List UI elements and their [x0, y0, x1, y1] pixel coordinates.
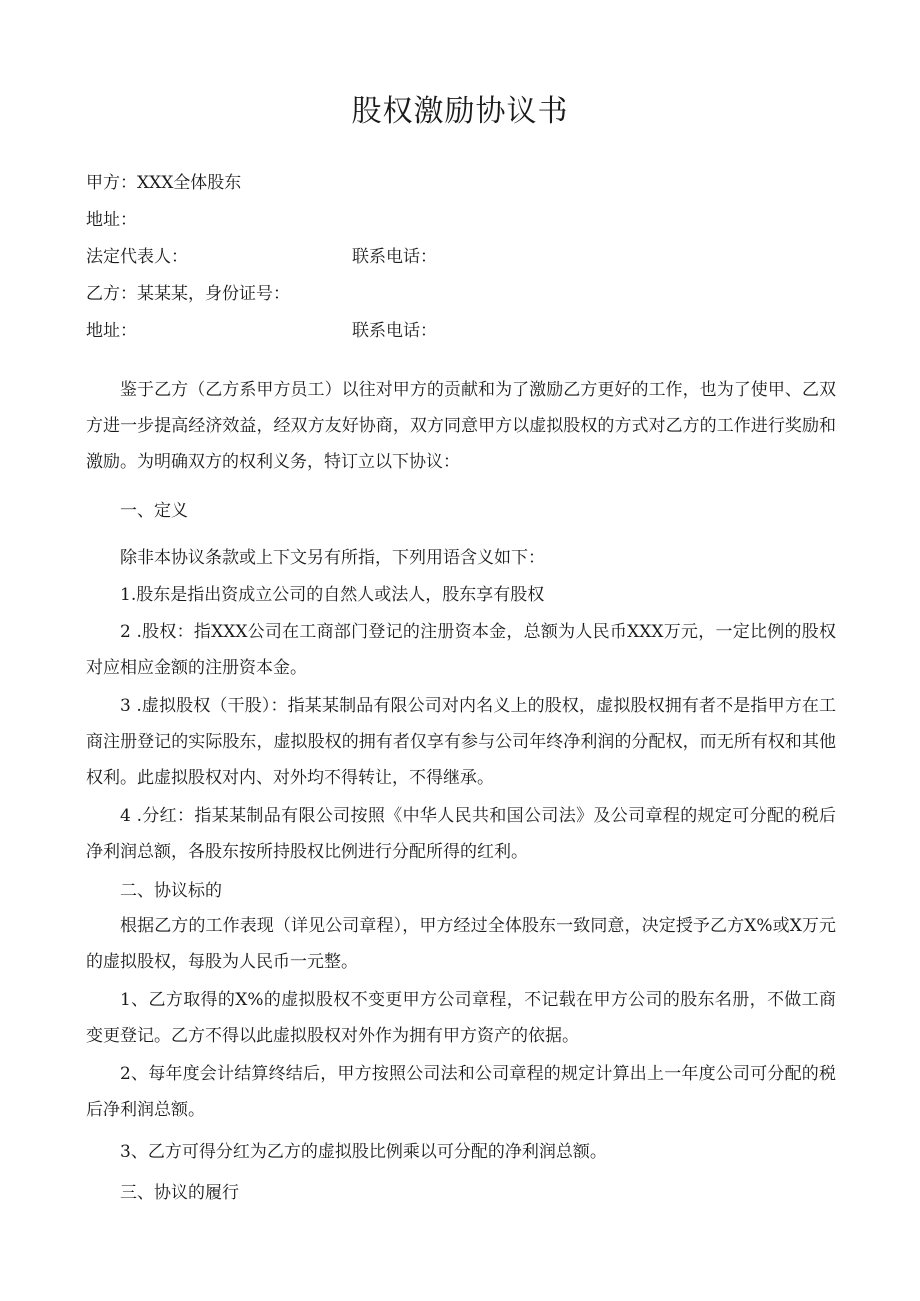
section-1-heading: 一、定义: [120, 501, 188, 521]
party-a-line: 甲方：XXX全体股东: [86, 173, 242, 193]
definition-1: 1.股东是指出资成立公司的自然人或法人，股东享有股权: [120, 585, 545, 605]
party-b-phone: 联系电话：: [352, 321, 437, 341]
section-3-heading: 三、协议的履行: [120, 1183, 239, 1203]
definitions-intro: 除非本协议条款或上下文另有所指，下列用语含义如下：: [120, 548, 545, 568]
definition-3: 3 .虚拟股权（干股）：指某某制品有限公司对内名义上的股权，虚拟股权拥有者不是指甲方在工商注册登记的实际股东，虚拟股权的拥有者仅享有参与公司年终净利润的分配权，而无所有权和其他权利。此虚拟股权对内、对外均不得转让，不得继承。: [86, 696, 836, 788]
grant-paragraph: 根据乙方的工作表现（详见公司章程），甲方经过全体股东一致同意，决定授予乙方X%或X万元的虚拟股权，每股为人民币一元整。: [86, 916, 836, 972]
definition-4: 4 .分红：指某某制品有限公司按照《中华人民共和国公司法》及公司章程的规定可分配的税后净利润总额，各股东按所持股权比例进行分配所得的红利。: [86, 806, 836, 862]
party-b-address: 地址：: [86, 321, 137, 341]
legal-representative: 法定代表人：: [86, 247, 188, 267]
party-b-line: 乙方：某某某，身份证号：: [86, 284, 290, 304]
section-2-heading: 二、协议标的: [120, 881, 222, 901]
item-3: 3、乙方可得分红为乙方的虚拟股比例乘以可分配的净利润总额。: [120, 1142, 607, 1162]
preamble-paragraph: 鉴于乙方（乙方系甲方员工）以往对甲方的贡献和为了激励乙方更好的工作，也为了使甲、乙双方进一步提高经济效益，经双方友好协商，双方同意甲方以虚拟股权的方式对乙方的工作进行奖励和激励。为明确双方的权利义务，特订立以下协议：: [86, 380, 836, 472]
item-2: 2、每年度会计结算终结后，甲方按照公司法和公司章程的规定计算出上一年度公司可分配的税后净利润总额。: [86, 1064, 836, 1120]
document-title: 股权激励协议书: [351, 94, 569, 129]
definition-2: 2 .股权：指XXX公司在工商部门登记的注册资本金，总额为人民币XXX万元，一定比例的股权对应相应金额的注册资本金。: [86, 622, 836, 678]
party-a-address: 地址：: [86, 210, 137, 230]
party-a-phone: 联系电话：: [352, 247, 437, 267]
item-1: 1、乙方取得的X%的虚拟股权不变更甲方公司章程，不记载在甲方公司的股东名册，不做工商变更登记。乙方不得以此虚拟股权对外作为拥有甲方资产的依据。: [86, 990, 836, 1046]
